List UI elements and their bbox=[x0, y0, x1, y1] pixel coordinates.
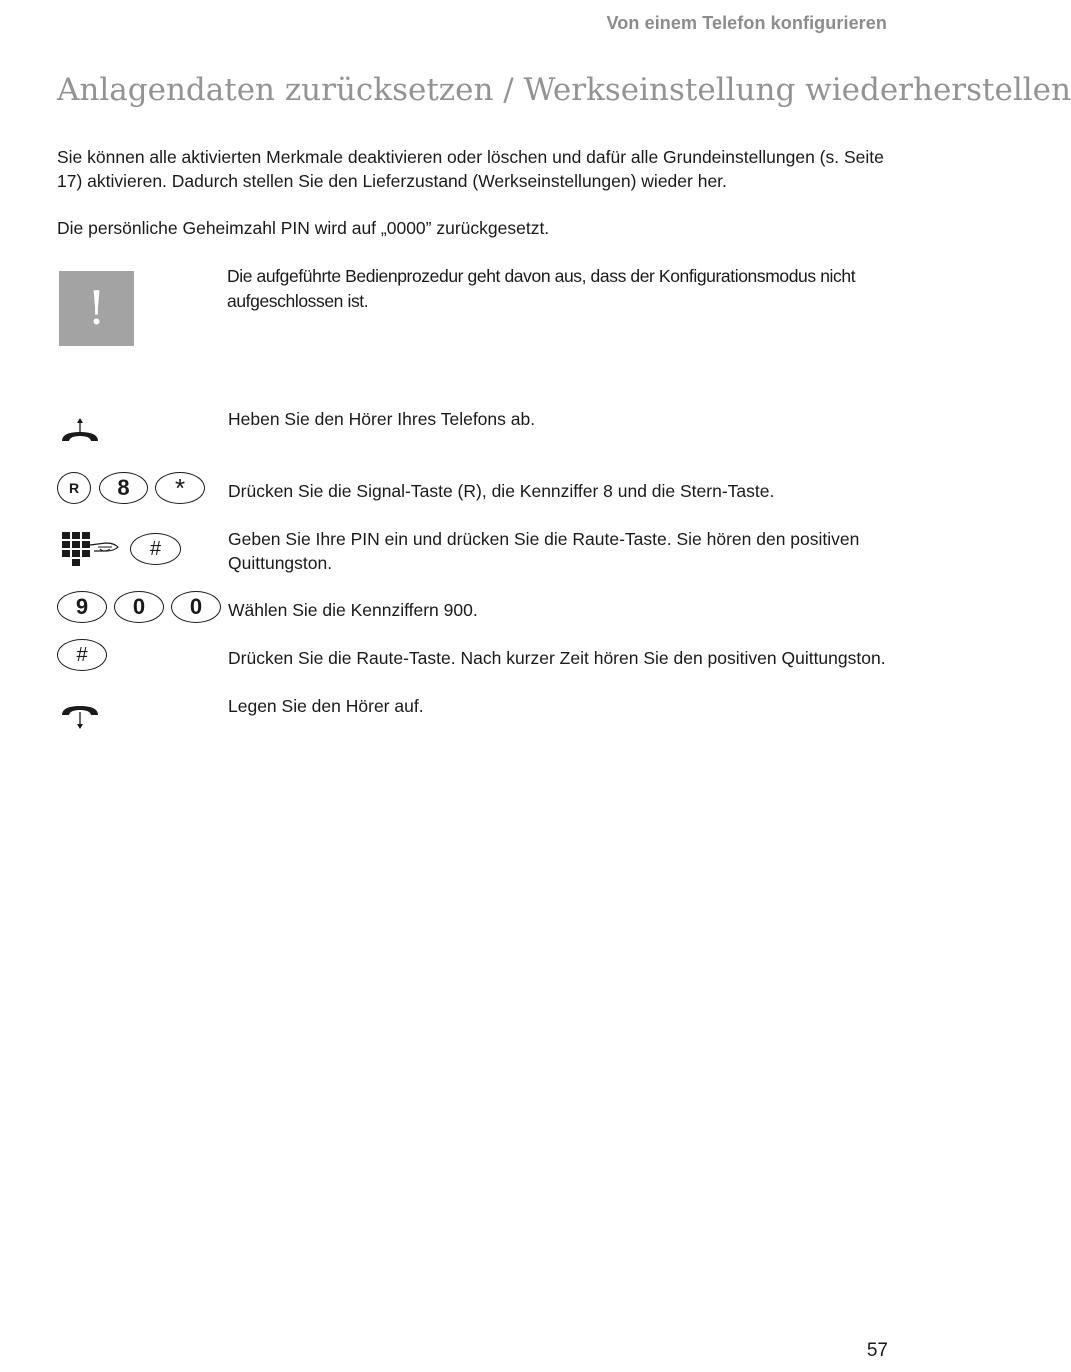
page-title: Anlagendaten zurücksetzen / Werkseinstellung wiederherstellen bbox=[57, 72, 1071, 108]
key-hash: # bbox=[130, 533, 181, 565]
keypad-entry-icon bbox=[60, 531, 122, 569]
intro-paragraph: Sie können alle aktivierten Merkmale deaktivieren oder löschen und dafür alle Grundeinstellungen (s. Seite 17) aktivieren. Dadurch stellen Sie den Lieferzustand (Werkseinstellungen) wieder her. bbox=[57, 147, 884, 191]
key-0: 0 bbox=[114, 591, 164, 623]
pin-reset-paragraph: Die persönliche Geheimzahl PIN wird auf „0000” zurückgesetzt. bbox=[57, 218, 550, 238]
handset-hangup-icon bbox=[60, 703, 100, 731]
step-4-text: Wählen Sie die Kennziffern 900. bbox=[228, 600, 478, 620]
key-hash: # bbox=[57, 639, 107, 671]
key-0-second: 0 bbox=[171, 591, 221, 623]
key-star: * bbox=[155, 472, 205, 504]
step-5-text: Drücken Sie die Raute-Taste. Nach kurzer Zeit hören Sie den positiven Quittungston. bbox=[228, 648, 886, 668]
step-6-text: Legen Sie den Hörer auf. bbox=[228, 696, 424, 716]
key-8: 8 bbox=[99, 472, 148, 504]
warning-text: Die aufgeführte Bedienprozedur geht davon aus, dass der Konfigurationsmodus nicht aufgeschlossen ist. bbox=[227, 266, 856, 311]
warning-icon: ! bbox=[59, 271, 134, 346]
page-number: 57 bbox=[866, 1340, 888, 1361]
step-1-text: Heben Sie den Hörer Ihres Telefons ab. bbox=[228, 409, 536, 429]
section-header: Von einem Telefon konfigurieren bbox=[606, 13, 887, 33]
key-9: 9 bbox=[57, 591, 107, 623]
handset-lift-icon bbox=[60, 417, 100, 445]
key-r: R bbox=[57, 472, 91, 504]
step-3-text: Geben Sie Ihre PIN ein und drücken Sie die Raute-Taste. Sie hören den positiven Quittungston. bbox=[228, 529, 860, 573]
step-2-text: Drücken Sie die Signal-Taste (R), die Kennziffer 8 und die Stern-Taste. bbox=[228, 481, 775, 501]
